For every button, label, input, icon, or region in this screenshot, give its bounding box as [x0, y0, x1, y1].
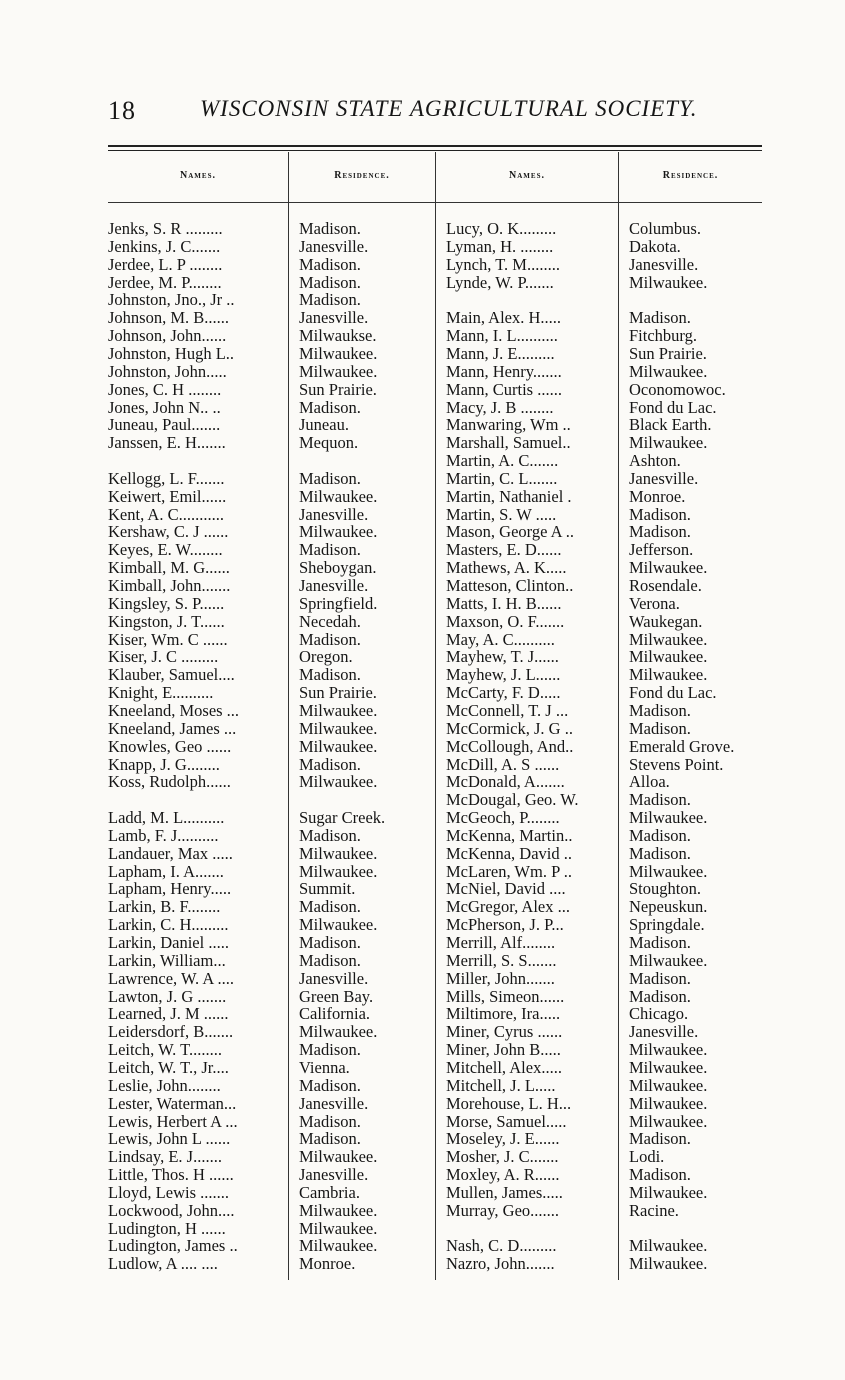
member-name: May, A. C..........: [446, 630, 555, 649]
member-residence: Sheboygan.: [299, 558, 377, 578]
member-name: Lockwood, John....: [108, 1201, 235, 1220]
member-name: Lawrence, W. A ....: [108, 969, 235, 988]
member-residence: Milwaukee.: [629, 272, 708, 292]
member-residence: Milwaukee.: [299, 718, 378, 738]
member-name: Masters, E. D......: [446, 541, 562, 560]
member-residence: Milwaukee.: [299, 486, 378, 506]
member-name: Martin, C. L.......: [446, 469, 558, 488]
column-divider: [618, 152, 619, 1280]
member-residence: Janesville.: [299, 236, 369, 256]
member-name: Jones, C. H ........: [108, 380, 222, 399]
member-name: Matteson, Clinton..: [446, 577, 574, 595]
member-name: Kingsley, S. P......: [108, 594, 225, 613]
member-residence: Milwaukee.: [629, 433, 708, 453]
member-residence: Milwaukee.: [629, 647, 708, 667]
member-residence: Oregon.: [299, 647, 353, 667]
member-name: Kneeland, Moses ...: [108, 701, 240, 720]
member-residence: Milwaukee.: [299, 522, 378, 542]
member-name: Mann, Henry.......: [446, 362, 562, 381]
member-residence: Monroe.: [629, 486, 686, 506]
member-residence: Milwaukee.: [629, 558, 708, 578]
page-number: 18: [108, 96, 136, 125]
member-residence: Milwaukee.: [629, 950, 708, 970]
member-name: Moseley, J. E......: [446, 1130, 560, 1149]
member-name: Lewis, John L ......: [108, 1130, 231, 1149]
member-name: Leidersdorf, B.......: [108, 1023, 234, 1042]
member-name: Johnson, M. B......: [108, 309, 230, 328]
member-name: Leitch, W. T........: [108, 1041, 222, 1060]
member-residence: Janesville.: [299, 1165, 369, 1185]
member-residence: Milwaukee.: [629, 1075, 708, 1095]
member-residence: Black Earth.: [629, 415, 712, 435]
member-name: Marshall, Samuel..: [446, 434, 571, 453]
member-name: Lynch, T. M........: [446, 255, 560, 274]
member-residence: Madison.: [299, 290, 361, 310]
member-residence: Milwaukee.: [299, 1218, 378, 1238]
member-name: Nazro, John.......: [446, 1255, 555, 1274]
member-name: Lloyd, Lewis .......: [108, 1183, 229, 1202]
member-residence: Mequon.: [299, 433, 359, 453]
member-name: Leslie, John........: [108, 1076, 221, 1095]
member-residence: Madison.: [299, 754, 361, 774]
member-residence: Columbus.: [629, 219, 701, 238]
member-residence: Monroe.: [299, 1254, 356, 1274]
member-name: Johnston, Jno., Jr ..: [108, 291, 235, 310]
member-residence: Sun Prairie.: [629, 343, 707, 363]
member-residence: Janesville.: [299, 968, 369, 988]
member-name: Lucy, O. K.........: [446, 220, 557, 238]
member-name: Miner, Cyrus ......: [446, 1023, 563, 1042]
member-name: Mayhew, J. L......: [446, 666, 561, 685]
member-residence: Janesville.: [299, 576, 369, 595]
member-name: Keyes, E. W........: [108, 541, 223, 560]
member-name: Mann, Curtis ......: [446, 380, 562, 399]
member-residence: California.: [299, 1004, 371, 1024]
member-name: Lynde, W. P.......: [446, 273, 554, 292]
member-name: Jenkins, J. C.......: [108, 237, 221, 256]
member-name: Larkin, Daniel .....: [108, 934, 229, 952]
member-residence: Nepeuskun.: [629, 897, 708, 917]
member-residence: Janesville.: [629, 1022, 699, 1042]
member-residence: Waukegan.: [629, 611, 703, 631]
member-name: Larkin, C. H.........: [108, 916, 229, 935]
member-name: McCormick, J. G ..: [446, 719, 573, 738]
member-name: Learned, J. M ......: [108, 1005, 229, 1024]
member-name: McGregor, Alex ...: [446, 898, 570, 917]
member-residence: Fond du Lac.: [629, 683, 717, 703]
member-name: Keiwert, Emil......: [108, 487, 227, 506]
member-residence: Milwaukee.: [629, 665, 708, 685]
member-residence: Green Bay.: [299, 986, 374, 1006]
member-name: Lapham, Henry.....: [108, 880, 232, 899]
member-name: Lyman, H. ........: [446, 237, 554, 256]
member-residence: Milwaukee.: [629, 1040, 708, 1060]
member-name: Mann, J. E.........: [446, 344, 555, 363]
column-header-names: Names.: [180, 170, 216, 181]
member-residence: Madison.: [299, 272, 361, 292]
member-residence: Fond du Lac.: [629, 397, 717, 417]
member-name: Lamb, F. J..........: [108, 826, 219, 845]
member-residence: Madison.: [629, 504, 691, 524]
member-name: McCarty, F. D.....: [446, 684, 561, 703]
member-name: Mann, I. L..........: [446, 327, 558, 346]
member-residence: Janesville.: [629, 468, 699, 488]
member-residence: Ashton.: [629, 451, 681, 471]
member-residence: Milwaukee.: [629, 361, 708, 381]
member-residence: Madison.: [299, 219, 361, 238]
member-residence: Chicago.: [629, 1004, 689, 1024]
member-residence: Milwaukee.: [629, 1093, 708, 1113]
member-residence: Madison.: [629, 825, 691, 845]
member-name: Lewis, Herbert A ...: [108, 1112, 238, 1131]
member-name: Jerdee, M. P........: [108, 273, 222, 292]
member-name: Jenks, S. R .........: [108, 220, 223, 238]
member-residence: Milwaukee.: [299, 843, 378, 863]
member-residence: Milwaukee.: [299, 736, 378, 756]
member-residence: Milwaukee.: [629, 1057, 708, 1077]
member-name: Kent, A. C...........: [108, 505, 224, 524]
member-residence: Milwaukee.: [299, 361, 378, 381]
member-residence: Madison.: [299, 468, 361, 488]
member-name: McLaren, Wm. P ..: [446, 862, 573, 881]
member-residence: Madison.: [629, 790, 691, 810]
member-residence: Milwaukee.: [299, 1147, 378, 1167]
member-residence: Sun Prairie.: [299, 379, 377, 399]
member-residence: Jefferson.: [629, 540, 694, 560]
member-name: McCollough, And..: [446, 737, 574, 756]
column-divider: [288, 152, 289, 1280]
member-name: Morehouse, L. H...: [446, 1094, 572, 1113]
member-name: Merrill, S. S.......: [446, 951, 557, 970]
member-residence: Sugar Creek.: [299, 808, 386, 828]
column-divider: [435, 152, 436, 1280]
member-residence: Madison.: [629, 843, 691, 863]
member-name: Murray, Geo.......: [446, 1201, 560, 1220]
member-residence: Lodi.: [629, 1147, 665, 1167]
column-header-names: Names.: [509, 170, 545, 181]
member-name: Ludington, H ......: [108, 1219, 226, 1238]
member-residence: Madison.: [629, 1129, 691, 1149]
running-head: WISCONSIN STATE AGRICULTURAL SOCIETY.: [200, 96, 698, 121]
member-residence: Madison.: [299, 1075, 361, 1095]
member-name: Landauer, Max .....: [108, 844, 233, 863]
member-name: Larkin, B. F........: [108, 898, 221, 917]
member-name: Kneeland, James ...: [108, 719, 237, 738]
member-residence: Madison.: [299, 254, 361, 274]
member-name: McKenna, David ..: [446, 844, 573, 863]
member-name: Knight, E..........: [108, 684, 214, 703]
member-residence: Madison.: [299, 629, 361, 649]
member-residence: Dakota.: [629, 236, 681, 256]
member-residence: Milwaukee.: [299, 1236, 378, 1256]
member-name: Kellogg, L. F.......: [108, 469, 225, 488]
member-residence: Milwaukee.: [629, 1182, 708, 1202]
member-residence: Madison.: [629, 933, 691, 952]
member-name: Mitchell, J. L.....: [446, 1076, 556, 1095]
member-residence: Janesville.: [299, 308, 369, 328]
member-residence: Janesville.: [299, 504, 369, 524]
member-name: Macy, J. B ........: [446, 398, 554, 417]
member-residence: Racine.: [629, 1200, 679, 1220]
member-name: Jerdee, L. P ........: [108, 255, 223, 274]
member-residence: Necedah.: [299, 611, 361, 631]
member-name: Kimball, John.......: [108, 577, 231, 595]
member-name: Lindsay, E. J.......: [108, 1148, 222, 1167]
member-residence: Stoughton.: [629, 879, 701, 899]
member-name: Mathews, A. K.....: [446, 559, 567, 578]
column-header-residence: Residence.: [662, 170, 719, 181]
member-name: Merrill, Alf........: [446, 934, 556, 952]
member-name: Janssen, E. H.......: [108, 434, 226, 453]
member-name: Lawton, J. G .......: [108, 987, 227, 1006]
member-residence: Madison.: [629, 1165, 691, 1185]
member-residence: Milwaukee.: [299, 700, 378, 720]
member-residence: Madison.: [629, 968, 691, 988]
member-residence: Madison.: [629, 718, 691, 738]
member-residence: Madison.: [299, 933, 361, 952]
member-residence: Cambria.: [299, 1182, 360, 1202]
member-name: Little, Thos. H ......: [108, 1166, 234, 1185]
member-residence: Milwaukee.: [629, 1236, 708, 1256]
member-residence: Alloa.: [629, 772, 670, 792]
member-residence: Madison.: [299, 540, 361, 560]
member-name: Morse, Samuel.....: [446, 1112, 567, 1131]
member-residence: Springdale.: [629, 915, 705, 935]
member-name: Jones, John N.. ..: [108, 398, 221, 417]
page-header: [108, 96, 762, 130]
member-name: McGeoch, P........: [446, 809, 560, 828]
member-residence: Milwaukee.: [299, 343, 378, 363]
member-residence: Madison.: [299, 825, 361, 845]
member-residence: Milwaukee.: [299, 1200, 378, 1220]
member-name: Kershaw, C. J ......: [108, 523, 229, 542]
member-residence: Stevens Point.: [629, 754, 724, 774]
member-name: Ludlow, A .... ....: [108, 1255, 218, 1274]
member-residence: Madison.: [299, 665, 361, 685]
member-name: Knapp, J. G........: [108, 755, 220, 774]
member-name: Mitchell, Alex.....: [446, 1058, 562, 1077]
member-name: Mullen, James.....: [446, 1183, 563, 1202]
member-name: Nash, C. D.........: [446, 1237, 557, 1256]
member-residence: Madison.: [299, 1040, 361, 1060]
member-name: Kiser, Wm. C ......: [108, 630, 228, 649]
member-residence: Milwaukee.: [299, 915, 378, 935]
member-name: Larkin, William...: [108, 951, 226, 970]
member-residence: Milwaukee.: [629, 808, 708, 828]
member-name: Johnston, John.....: [108, 362, 227, 381]
member-residence: Vienna.: [299, 1057, 350, 1077]
member-residence: Milwaukee.: [629, 629, 708, 649]
member-residence: Janesville.: [299, 1093, 369, 1113]
member-name: Lapham, I. A.......: [108, 862, 224, 881]
member-name: Martin, A. C.......: [446, 452, 559, 471]
member-residence: Madison.: [629, 308, 691, 328]
member-residence: Emerald Grove.: [629, 736, 735, 756]
member-name: Ladd, M. L..........: [108, 809, 225, 828]
member-residence: Fitchburg.: [629, 326, 697, 346]
member-name: Knowles, Geo ......: [108, 737, 232, 756]
member-name: Main, Alex. H.....: [446, 309, 562, 328]
member-name: McDougal, Geo. W.: [446, 791, 579, 810]
member-name: Kimball, M. G......: [108, 559, 230, 578]
column-header-residence: Residence.: [334, 170, 390, 181]
member-residence: Verona.: [629, 593, 680, 613]
member-residence: Springfield.: [299, 593, 378, 613]
member-residence: Madison.: [299, 1111, 361, 1131]
member-name: Johnston, Hugh L..: [108, 344, 235, 363]
member-name: Ludington, James ..: [108, 1237, 238, 1256]
member-name: Johnson, John......: [108, 327, 227, 346]
member-residence: Milwaukse.: [299, 326, 377, 346]
member-name: McConnell, T. J ...: [446, 701, 569, 720]
member-residence: Milwaukee.: [629, 1111, 708, 1131]
member-name: Maxson, O. F.......: [446, 612, 565, 631]
member-name: Juneau, Paul.......: [108, 416, 221, 435]
member-residence: Milwaukee.: [299, 861, 378, 881]
member-residence: Sun Prairie.: [299, 683, 377, 703]
member-residence: Janesville.: [629, 254, 699, 274]
member-name: Martin, S. W .....: [446, 505, 557, 524]
member-name: McNiel, David ....: [446, 880, 566, 899]
member-residence: Rosendale.: [629, 576, 702, 595]
member-name: Lester, Waterman...: [108, 1094, 237, 1113]
member-name: Klauber, Samuel....: [108, 666, 235, 685]
member-name: Miner, John B.....: [446, 1041, 561, 1060]
member-name: McKenna, Martin..: [446, 826, 573, 845]
member-name: Kiser, J. C .........: [108, 648, 219, 667]
member-name: McDonald, A.......: [446, 773, 565, 792]
member-residence: Juneau.: [299, 415, 349, 435]
member-name: Martin, Nathaniel .: [446, 487, 572, 506]
member-name: Miller, John.......: [446, 969, 555, 988]
member-name: McPherson, J. P...: [446, 916, 564, 935]
member-name: Kingston, J. T......: [108, 612, 225, 631]
member-residence: Madison.: [299, 950, 361, 970]
member-residence: Madison.: [629, 986, 691, 1006]
member-name: McDill, A. S ......: [446, 755, 560, 774]
member-residence: Milwaukee.: [299, 1022, 378, 1042]
member-name: Moxley, A. R......: [446, 1166, 560, 1185]
member-residence: Madison.: [299, 397, 361, 417]
member-residence: Madison.: [299, 897, 361, 917]
member-residence: Milwaukee.: [299, 772, 378, 792]
member-name: Leitch, W. T., Jr....: [108, 1058, 229, 1077]
member-name: Mayhew, T. J......: [446, 648, 559, 667]
member-name: Mills, Simeon......: [446, 987, 565, 1006]
member-name: Miltimore, Ira.....: [446, 1005, 561, 1024]
member-residence: Madison.: [299, 1129, 361, 1149]
member-residence: Milwaukee.: [629, 861, 708, 881]
member-name: Mosher, J. C.......: [446, 1148, 559, 1167]
member-name: Mason, George A ..: [446, 523, 575, 542]
top-rule-thin: [108, 150, 762, 151]
member-residence: Summit.: [299, 879, 356, 899]
member-residence: Milwaukee.: [629, 1254, 708, 1274]
member-name: Koss, Rudolph......: [108, 773, 231, 792]
top-rule: [108, 145, 762, 147]
member-name: Manwaring, Wm ..: [446, 416, 571, 435]
member-residence: Madison.: [629, 522, 691, 542]
member-residence: Madison.: [629, 700, 691, 720]
member-name: Matts, I. H. B......: [446, 594, 562, 613]
member-residence: Oconomowoc.: [629, 379, 726, 399]
